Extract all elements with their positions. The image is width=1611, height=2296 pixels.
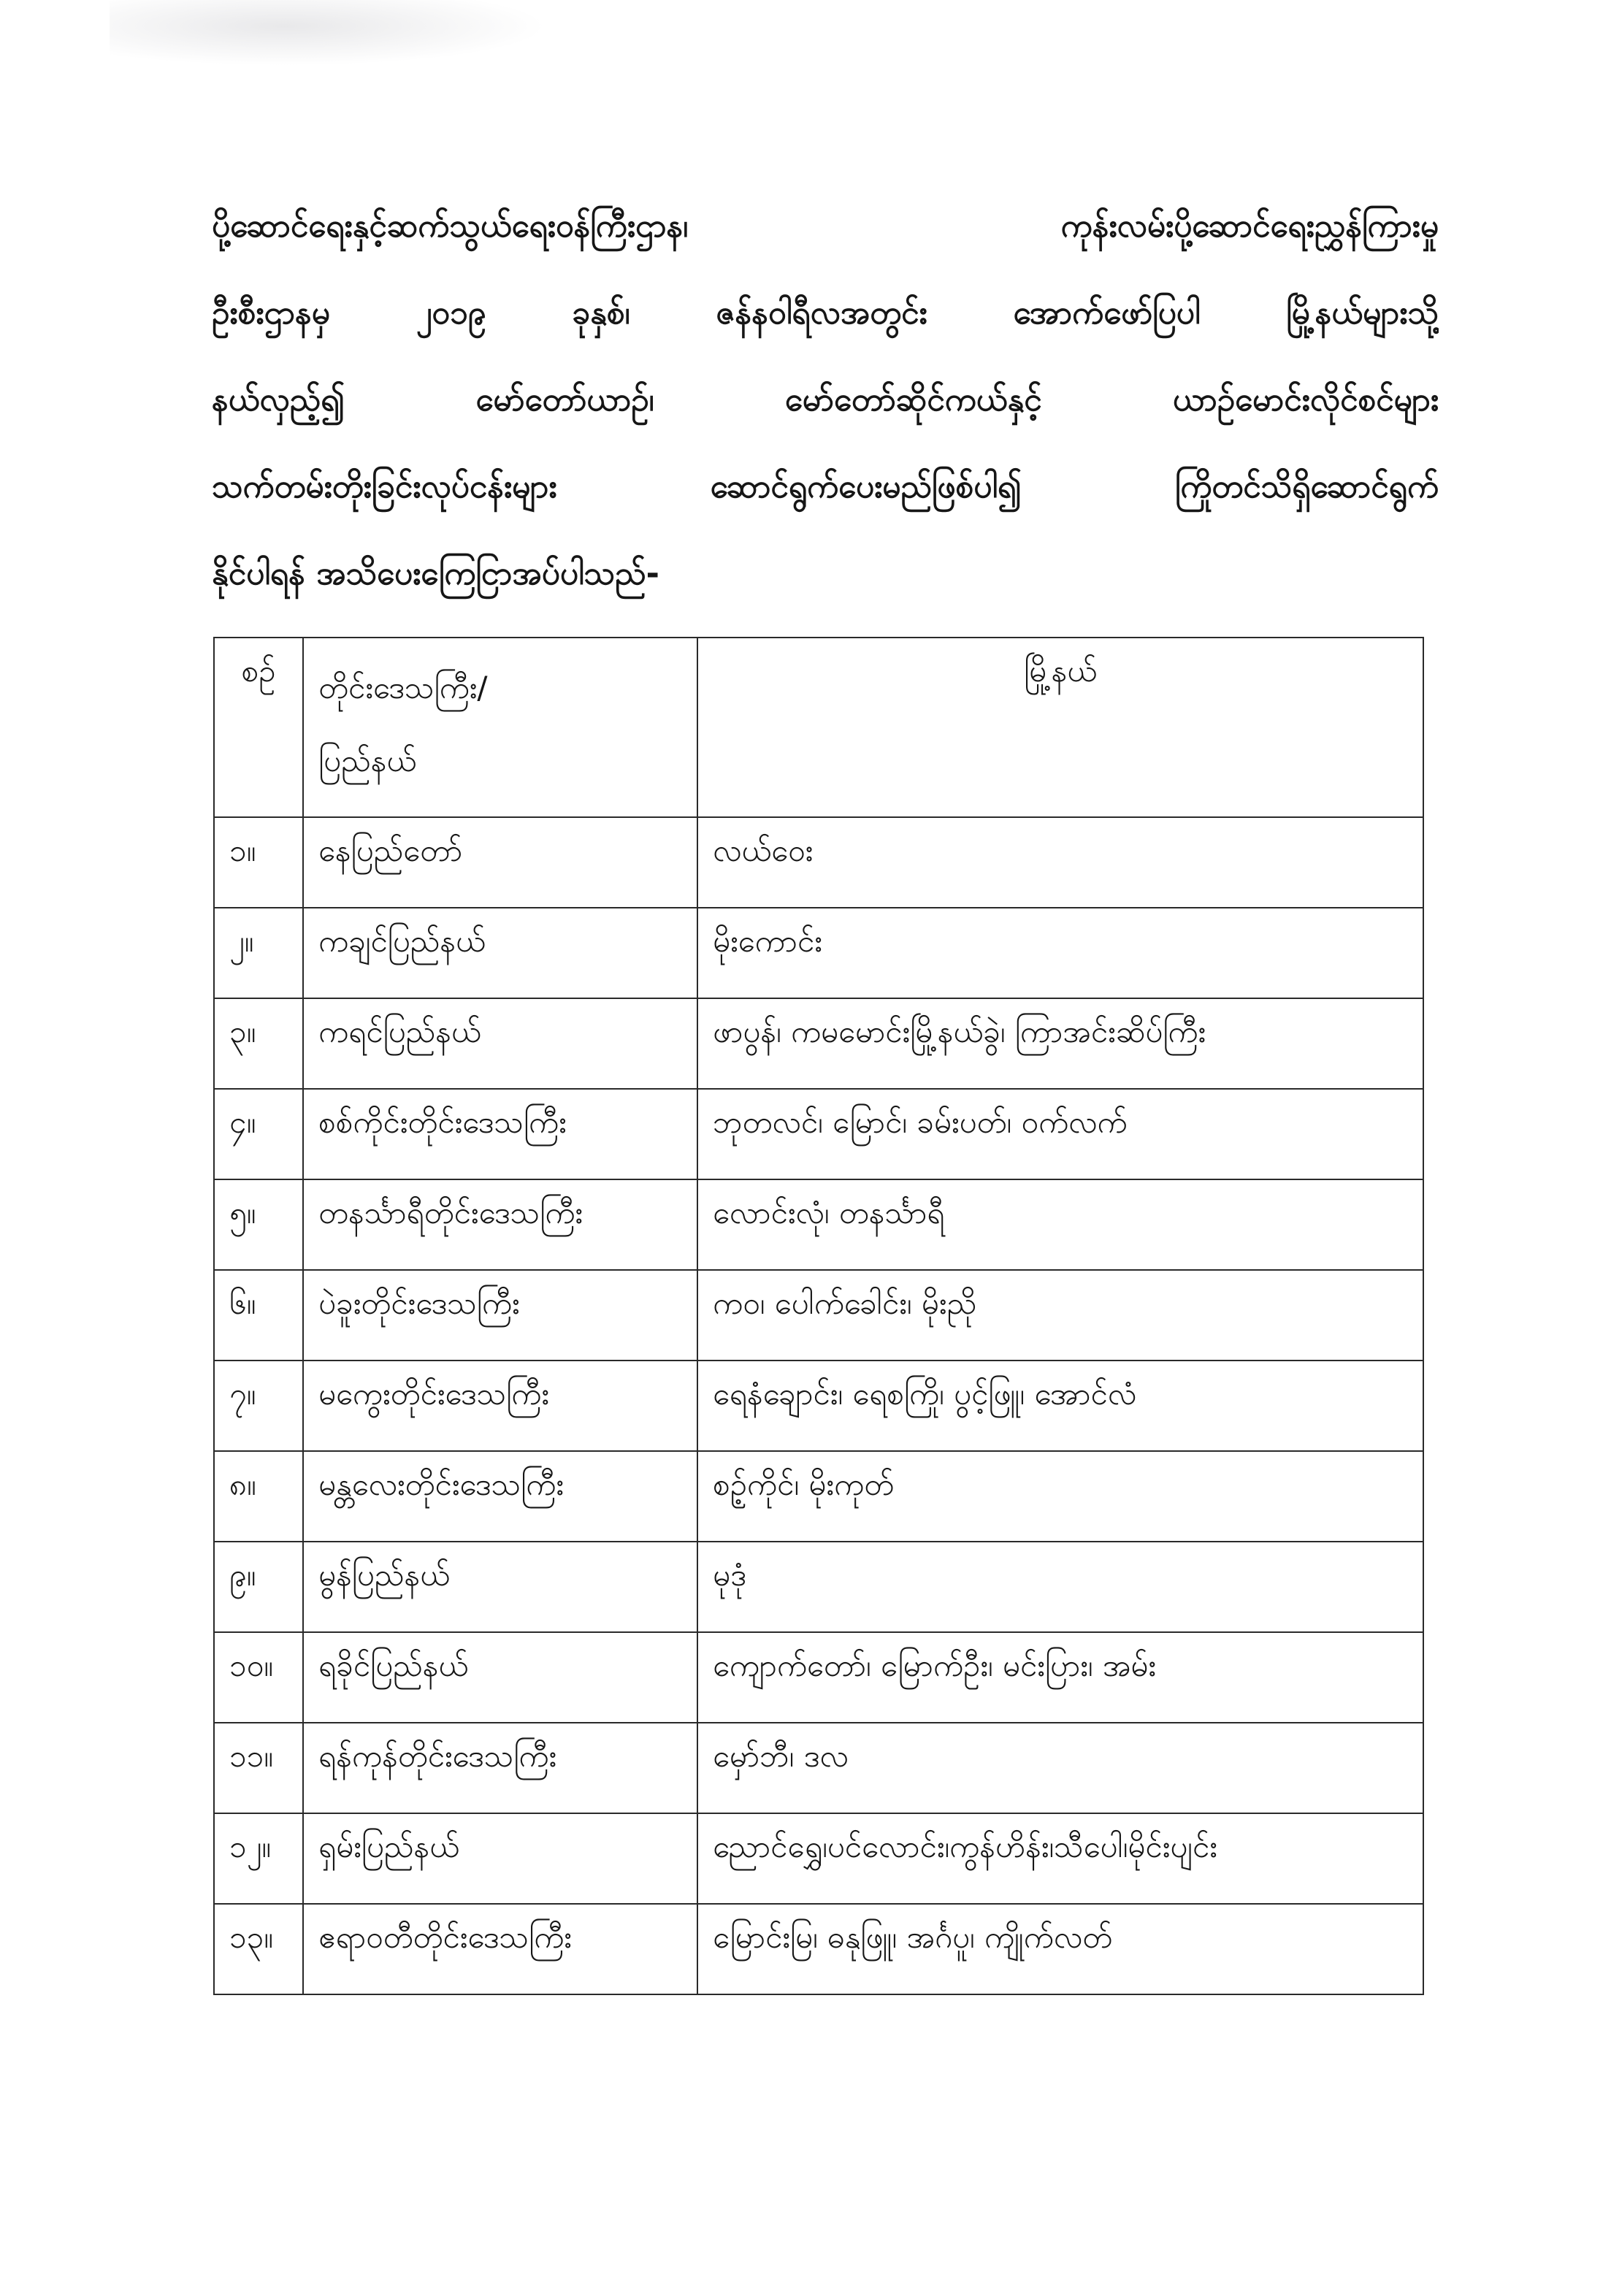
intro-line-4: သက်တမ်းတိုးခြင်းလုပ်ငန်းများ ဆောင်ရွက်ပေးမည်ဖြစ်ပါ၍ ကြိုတင်သိရှိဆောင်ရွက် xyxy=(212,468,1439,505)
table-row xyxy=(214,817,1423,908)
table-row xyxy=(214,1270,1423,1361)
table-row xyxy=(214,1542,1423,1632)
intro-line-3: နယ်လှည့်၍ မော်တော်ယာဉ်၊ မော်တော်ဆိုင်ကယ်နှင့် ယာဉ်မောင်းလိုင်စင်များ xyxy=(212,381,1439,418)
row-region: ပဲခူးတိုင်းဒေသကြီး xyxy=(303,1270,697,1361)
row-region: မန္တလေးတိုင်းဒေသကြီး xyxy=(303,1451,697,1542)
row-towns: စဉ့်ကိုင်၊ မိုးကုတ် xyxy=(697,1451,1423,1542)
table-row xyxy=(214,998,1423,1089)
row-serial: ၁၃။ xyxy=(214,1904,303,1994)
row-region: မွန်ပြည်နယ် xyxy=(303,1542,697,1632)
row-serial: ၁၂။ xyxy=(214,1813,303,1904)
row-region: ကရင်ပြည်နယ် xyxy=(303,998,697,1089)
row-towns: ဘုတလင်၊ မြောင်၊ ခမ်းပတ်၊ ဝက်လက် xyxy=(697,1089,1423,1179)
header-serial-number: စဉ် xyxy=(214,638,303,817)
row-region: ရခိုင်ပြည်နယ် xyxy=(303,1632,697,1723)
table-row xyxy=(214,1451,1423,1542)
table-row xyxy=(214,908,1423,998)
table-header-row xyxy=(214,638,1423,817)
table-row xyxy=(214,1179,1423,1270)
row-serial: ၇။ xyxy=(214,1361,303,1451)
row-towns: ကဝ၊ ပေါက်ခေါင်း၊ မိုးညို xyxy=(697,1270,1423,1361)
row-towns: ရေနံချောင်း၊ ရေစကြို၊ ပွင့်ဖြူ၊ အောင်လံ xyxy=(697,1361,1423,1451)
row-towns: ဖာပွန်၊ ကမမောင်းမြို့နယ်ခွဲ၊ ကြာအင်းဆိပ်ကြီး xyxy=(697,998,1423,1089)
table-row xyxy=(214,1723,1423,1813)
row-serial: ၃။ xyxy=(214,998,303,1089)
intro-line-1: ပို့ဆောင်ရေးနှင့်ဆက်သွယ်ရေးဝန်ကြီးဌာန၊ ကုန်းလမ်းပို့ဆောင်ရေးညွှန်ကြားမှု xyxy=(212,207,1439,245)
intro-line-2: ဦးစီးဌာနမှ ၂၀၁၉ ခုနှစ်၊ ဇန်နဝါရီလအတွင်း အောက်ဖော်ပြပါ မြို့နယ်များသို့ xyxy=(212,294,1439,332)
row-serial: ၆။ xyxy=(214,1270,303,1361)
row-region: ရှမ်းပြည်နယ် xyxy=(303,1813,697,1904)
row-towns: လောင်းလုံ၊ တနင်္သာရီ xyxy=(697,1179,1423,1270)
intro-line-5: နိုင်ပါရန် အသိပေးကြေငြာအပ်ပါသည်- xyxy=(212,555,659,592)
table-row xyxy=(214,1361,1423,1451)
row-serial: ၁၁။ xyxy=(214,1723,303,1813)
row-towns: မြောင်းမြ၊ ဓနုဖြူ၊ အင်္ဂပူ၊ ကျိုက်လတ် xyxy=(697,1904,1423,1994)
row-serial: ၈။ xyxy=(214,1451,303,1542)
row-region: စစ်ကိုင်းတိုင်းဒေသကြီး xyxy=(303,1089,697,1179)
row-region: ကချင်ပြည်နယ် xyxy=(303,908,697,998)
row-region: ဧရာဝတီတိုင်းဒေသကြီး xyxy=(303,1904,697,1994)
row-region: ရန်ကုန်တိုင်းဒေသကြီး xyxy=(303,1723,697,1813)
row-region: မကွေးတိုင်းဒေသကြီး xyxy=(303,1361,697,1451)
intro-paragraph xyxy=(212,183,1439,617)
header-region-line-1: တိုင်းဒေသကြီး/ xyxy=(318,670,488,705)
row-serial: ၅။ xyxy=(214,1179,303,1270)
row-towns: မိုးကောင်း xyxy=(697,908,1423,998)
row-region: နေပြည်တော် xyxy=(303,817,697,908)
row-serial: ၁။ xyxy=(214,817,303,908)
row-towns: မုဒုံ xyxy=(697,1542,1423,1632)
table-row xyxy=(214,1813,1423,1904)
table-row xyxy=(214,1904,1423,1994)
row-serial: ၄။ xyxy=(214,1089,303,1179)
row-serial: ၁၀။ xyxy=(214,1632,303,1723)
row-towns: လယ်ဝေး xyxy=(697,817,1423,908)
header-region-line-2: ပြည်နယ် xyxy=(318,743,417,778)
regions-table xyxy=(213,637,1424,1995)
row-serial: ၂။ xyxy=(214,908,303,998)
row-region: တနင်္သာရီတိုင်းဒေသကြီး xyxy=(303,1179,697,1270)
row-towns: ညောင်ရွှေ၊ပင်လောင်း၊ကွန်ဟိန်း၊သီပေါ၊မိုင်းပျင်း xyxy=(697,1813,1423,1904)
row-towns: မှော်ဘီ၊ ဒလ xyxy=(697,1723,1423,1813)
header-region-state xyxy=(303,638,697,817)
row-towns: ကျောက်တော်၊ မြောက်ဦး၊ မင်းပြား၊ အမ်း xyxy=(697,1632,1423,1723)
row-serial: ၉။ xyxy=(214,1542,303,1632)
table-row xyxy=(214,1632,1423,1723)
scan-smudge xyxy=(110,0,548,66)
header-townships: မြို့နယ် xyxy=(697,638,1423,817)
table-row xyxy=(214,1089,1423,1179)
